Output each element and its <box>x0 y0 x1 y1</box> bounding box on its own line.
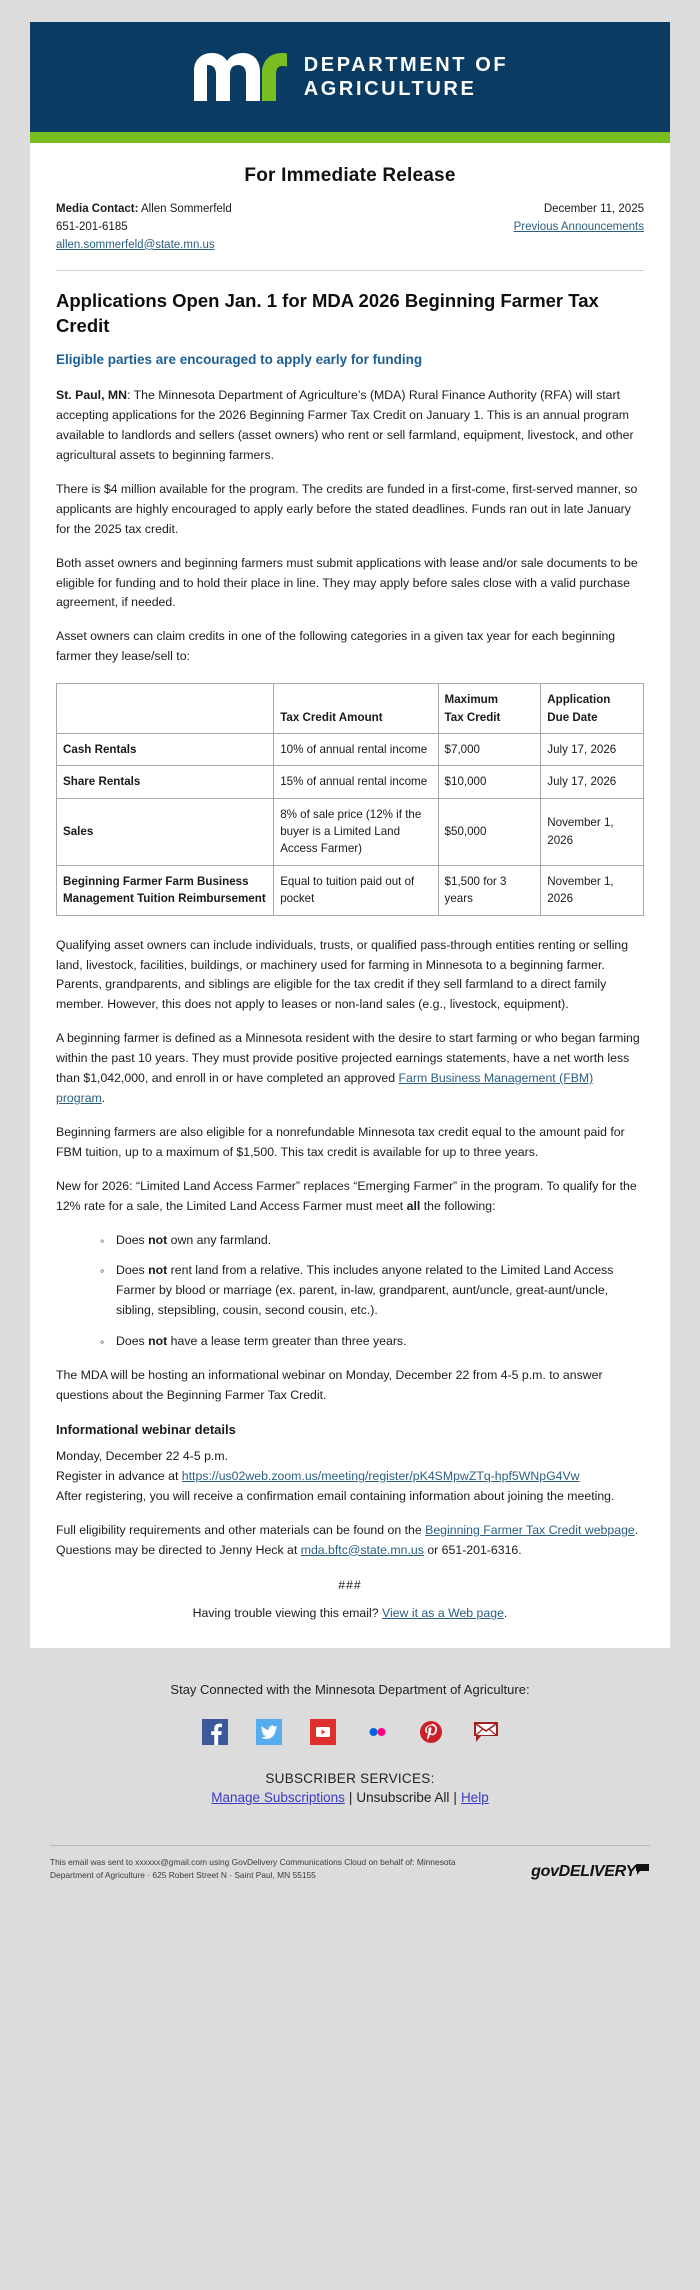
paragraph-10-mid: . Questions may be directed to Jenny Heck at <box>56 1522 639 1557</box>
row-amount: Equal to tuition paid out of pocket <box>274 865 438 915</box>
row-max: $50,000 <box>438 798 541 865</box>
bullet-pre: Does <box>116 1232 149 1247</box>
bftc-email-link[interactable]: mda.bftc@state.mn.us <box>300 1542 424 1557</box>
end-marker: ### <box>338 1578 362 1593</box>
paragraph-10 <box>56 1521 644 1561</box>
page-subtitle: Eligible parties are encouraged to apply early for funding <box>56 352 423 368</box>
table-row <box>57 798 644 865</box>
help-link[interactable]: Help <box>460 1790 489 1806</box>
govdelivery-logo <box>531 1863 650 1881</box>
release-date: December 11, 2025 <box>543 203 644 215</box>
govdelivery-envelope-icon <box>636 1863 650 1881</box>
row-due: July 17, 2026 <box>541 766 644 798</box>
media-contact-name: Allen Sommerfeld <box>138 203 232 215</box>
unsubscribe-all-link[interactable]: Unsubscribe All <box>356 1790 450 1806</box>
subscriber-services-label: SUBSCRIBER SERVICES: <box>265 1771 435 1787</box>
view-as-web-page-link[interactable]: View it as a Web page <box>382 1606 504 1621</box>
paragraph-8-pre: New for 2026: “Limited Land Access Farmer” replaces “Emerging Farmer” in the program. To qualify for the 12% rate for a sale, the Limited Land Access Farmer must meet <box>56 1178 637 1213</box>
row-category: Cash Rentals <box>57 733 274 765</box>
paragraph-2: There is $4 million available for the program. The credits are funded in a first-come, first-served manner, so applicants are highly encouraged to apply early before the stated deadlines. Funds ran out in late January for the 2025 tax credit. <box>56 481 638 536</box>
table-header-due <box>541 684 644 734</box>
header-max-line1: Maximum <box>444 693 499 707</box>
for-immediate-release-title: For Immediate Release <box>244 165 456 186</box>
table-header-category <box>57 684 274 734</box>
facebook-icon[interactable] <box>202 1719 228 1745</box>
webinar-register-prefix: Register in advance at <box>56 1468 182 1483</box>
webinar-details-block <box>56 1447 644 1507</box>
email-card <box>30 22 670 1648</box>
header-banner <box>30 22 670 132</box>
bullet-post: rent land from a relative. This includes anyone related to the Limited Land Access Farmer by blood or marriage (ex. parent, in-law, grandparent, aunt/uncle, great-aunt/uncle, sibling, stepsibling, cousin, second cousin, etc.). <box>116 1263 614 1318</box>
trouble-text: Having trouble viewing this email? <box>192 1606 382 1621</box>
link-separator-1: | <box>348 1790 353 1806</box>
trouble-end: . <box>503 1606 508 1621</box>
paragraph-10-pre: Full eligibility requirements and other materials can be found on the <box>56 1522 426 1537</box>
footer-divider <box>50 1845 650 1846</box>
twitter-icon[interactable] <box>256 1719 282 1745</box>
webinar-after-registering: After registering, you will receive a confirmation email containing information about joining the meeting. <box>56 1488 615 1503</box>
requirements-list <box>56 1231 644 1353</box>
paragraph-5: Qualifying asset owners can include individuals, trusts, or qualified pass-through entities renting or selling land, livestock, facilities, buildings, or machinery used for farming in Minnesota to a beginning farmer. Parents, grandparents, and siblings are eligible for the tax credit if they sell farmland to a direct family member. However, this does not apply to leases or non-land sales (e.g., livestock, equipment). <box>56 937 629 1012</box>
row-category: Sales <box>57 798 274 865</box>
media-contact-block <box>56 201 232 254</box>
paragraph-8-emphasis: all <box>406 1198 421 1213</box>
table-row <box>57 865 644 915</box>
paragraph-6-pre: A beginning farmer is defined as a Minnesota resident with the desire to start farming or who began farming within the past 10 years. They must provide positive projected earnings statements, have a net worth less than $1,042,000, and enroll in or have completed an approved <box>56 1031 640 1086</box>
email-body <box>30 143 670 1648</box>
paragraph-6 <box>56 1029 644 1109</box>
media-contact-email-link[interactable]: allen.sommerfeld@state.mn.us <box>56 238 215 251</box>
list-item <box>102 1332 644 1352</box>
divider <box>56 270 644 271</box>
header-due-line2: Due Date <box>547 710 598 724</box>
fineprint-line-1: This email was sent to xxxxxx@gmail.com using GovDelivery Communications Cloud on behalf of: Minnesota <box>50 1857 456 1868</box>
paragraph-3: Both asset owners and beginning farmers must submit applications with lease and/or sale documents to be eligible for funding and to hold their place in line. They may apply before sales close with a valid purchase agreement, if needed. <box>56 555 638 610</box>
table-row <box>57 733 644 765</box>
department-name <box>304 53 509 102</box>
row-amount: 15% of annual rental income <box>274 766 438 798</box>
media-contact-line <box>56 201 232 219</box>
media-contact-phone: 651-201-6185 <box>56 220 128 233</box>
table-header-amount: Tax Credit Amount <box>274 684 438 734</box>
previous-announcements-link[interactable]: Previous Announcements <box>513 220 644 233</box>
row-max: $10,000 <box>438 766 541 798</box>
subscriber-links-row <box>30 1790 670 1805</box>
email-envelope-icon[interactable] <box>472 1719 498 1745</box>
header-max-line2: Tax Credit <box>444 710 501 724</box>
webinar-when: Monday, December 22 4-5 p.m. <box>56 1448 229 1463</box>
paragraph-dateline <box>56 386 644 466</box>
list-item <box>102 1231 644 1251</box>
release-meta-row <box>56 201 644 254</box>
department-line-1: DEPARTMENT OF <box>303 53 509 76</box>
header-due-line1: Application <box>547 693 611 707</box>
fineprint-text <box>50 1856 456 1880</box>
dateline-label: St. Paul, MN <box>56 388 128 403</box>
paragraph-9: The MDA will be hosting an informational webinar on Monday, December 22 from 4-5 p.m. to answer questions about the Beginning Farmer Tax Credit. <box>56 1368 603 1402</box>
row-due: July 17, 2026 <box>541 733 644 765</box>
paragraph-8 <box>56 1177 644 1217</box>
webinar-details-heading: Informational webinar details <box>56 1421 236 1437</box>
paragraph-4: Asset owners can claim credits in one of the following categories in a given tax year for each beginning farmer they lease/sell to: <box>56 629 616 664</box>
row-category: Share Rentals <box>57 766 274 798</box>
tax-credit-table <box>56 683 644 916</box>
social-links-row <box>30 1719 670 1745</box>
bullet-pre: Does <box>116 1263 149 1278</box>
govdelivery-wordmark: govDELIVERY <box>531 1862 636 1880</box>
bullet-post: own any farmland. <box>167 1232 272 1247</box>
list-item <box>102 1261 644 1321</box>
webinar-registration-link[interactable]: https://us02web.zoom.us/meeting/register/pK4SMpwZTq-hpf5WNpG4Vw <box>181 1468 580 1483</box>
row-due: November 1, 2026 <box>541 865 644 915</box>
paragraph-1-text: : The Minnesota Department of Agriculture’s (MDA) Rural Finance Authority (RFA) will start accepting applications for the 2026 Beginning Farmer Tax Credit on January 1. This is an annual program available to landlords and sellers (asset owners) who rent or sell farmland, equipment, livestock, and other agricultural assets to beginning farmers. <box>56 388 634 462</box>
row-amount: 8% of sale price (12% if the buyer is a Limited Land Access Farmer) <box>274 798 438 865</box>
page-title: Applications Open Jan. 1 for MDA 2026 Beginning Farmer Tax Credit <box>56 290 599 337</box>
fbm-program-link[interactable]: Farm Business Management (FBM) program <box>56 1071 594 1105</box>
view-as-webpage-line <box>56 1606 644 1620</box>
top-spacer <box>0 0 700 22</box>
row-max: $1,500 for 3 years <box>438 865 541 915</box>
footer-region <box>0 1648 700 1896</box>
paragraph-7: Beginning farmers are also eligible for a nonrefundable Minnesota tax credit equal to the amount paid for FBM tuition, up to a maximum of $1,500. This tax credit is available for up to three years. <box>56 1124 625 1159</box>
bullet-bold: not <box>148 1334 168 1349</box>
row-category: Beginning Farmer Farm Business Management Tuition Reimbursement <box>57 865 274 915</box>
bullet-post: have a lease term greater than three years. <box>167 1334 407 1349</box>
youtube-icon[interactable] <box>310 1719 336 1745</box>
flickr-icon[interactable] <box>364 1719 390 1745</box>
paragraph-8-post: the following: <box>420 1198 496 1213</box>
bftc-webpage-link[interactable]: Beginning Farmer Tax Credit webpage <box>425 1522 635 1537</box>
table-header-max <box>438 684 541 734</box>
release-date-block <box>514 201 644 237</box>
table-row <box>57 766 644 798</box>
bullet-pre: Does <box>116 1334 149 1349</box>
department-line-2: AGRICULTURE <box>303 78 477 100</box>
bullet-bold: not <box>148 1232 168 1247</box>
fineprint-row <box>30 1856 670 1896</box>
row-max: $7,000 <box>438 733 541 765</box>
pinterest-icon[interactable] <box>418 1719 444 1745</box>
table-header-row <box>57 684 644 734</box>
media-contact-label: Media Contact: <box>56 203 139 215</box>
mn-state-logo-icon <box>192 51 288 103</box>
paragraph-10-post: or 651-201-6316. <box>423 1542 522 1557</box>
fineprint-line-2: Department of Agriculture · 625 Robert Street N · Saint Paul, MN 55155 <box>50 1869 316 1880</box>
row-amount: 10% of annual rental income <box>274 733 438 765</box>
webinar-register-line <box>56 1467 644 1487</box>
link-separator-2: | <box>453 1790 457 1806</box>
green-accent-bar <box>30 132 670 143</box>
stay-connected-text: Stay Connected with the Minnesota Department of Agriculture: <box>170 1682 530 1698</box>
bullet-bold: not <box>148 1263 168 1278</box>
footer <box>30 1682 670 1896</box>
paragraph-6-post: . <box>101 1091 106 1105</box>
manage-subscriptions-link[interactable]: Manage Subscriptions <box>211 1790 345 1806</box>
row-due: November 1, 2026 <box>541 798 644 865</box>
